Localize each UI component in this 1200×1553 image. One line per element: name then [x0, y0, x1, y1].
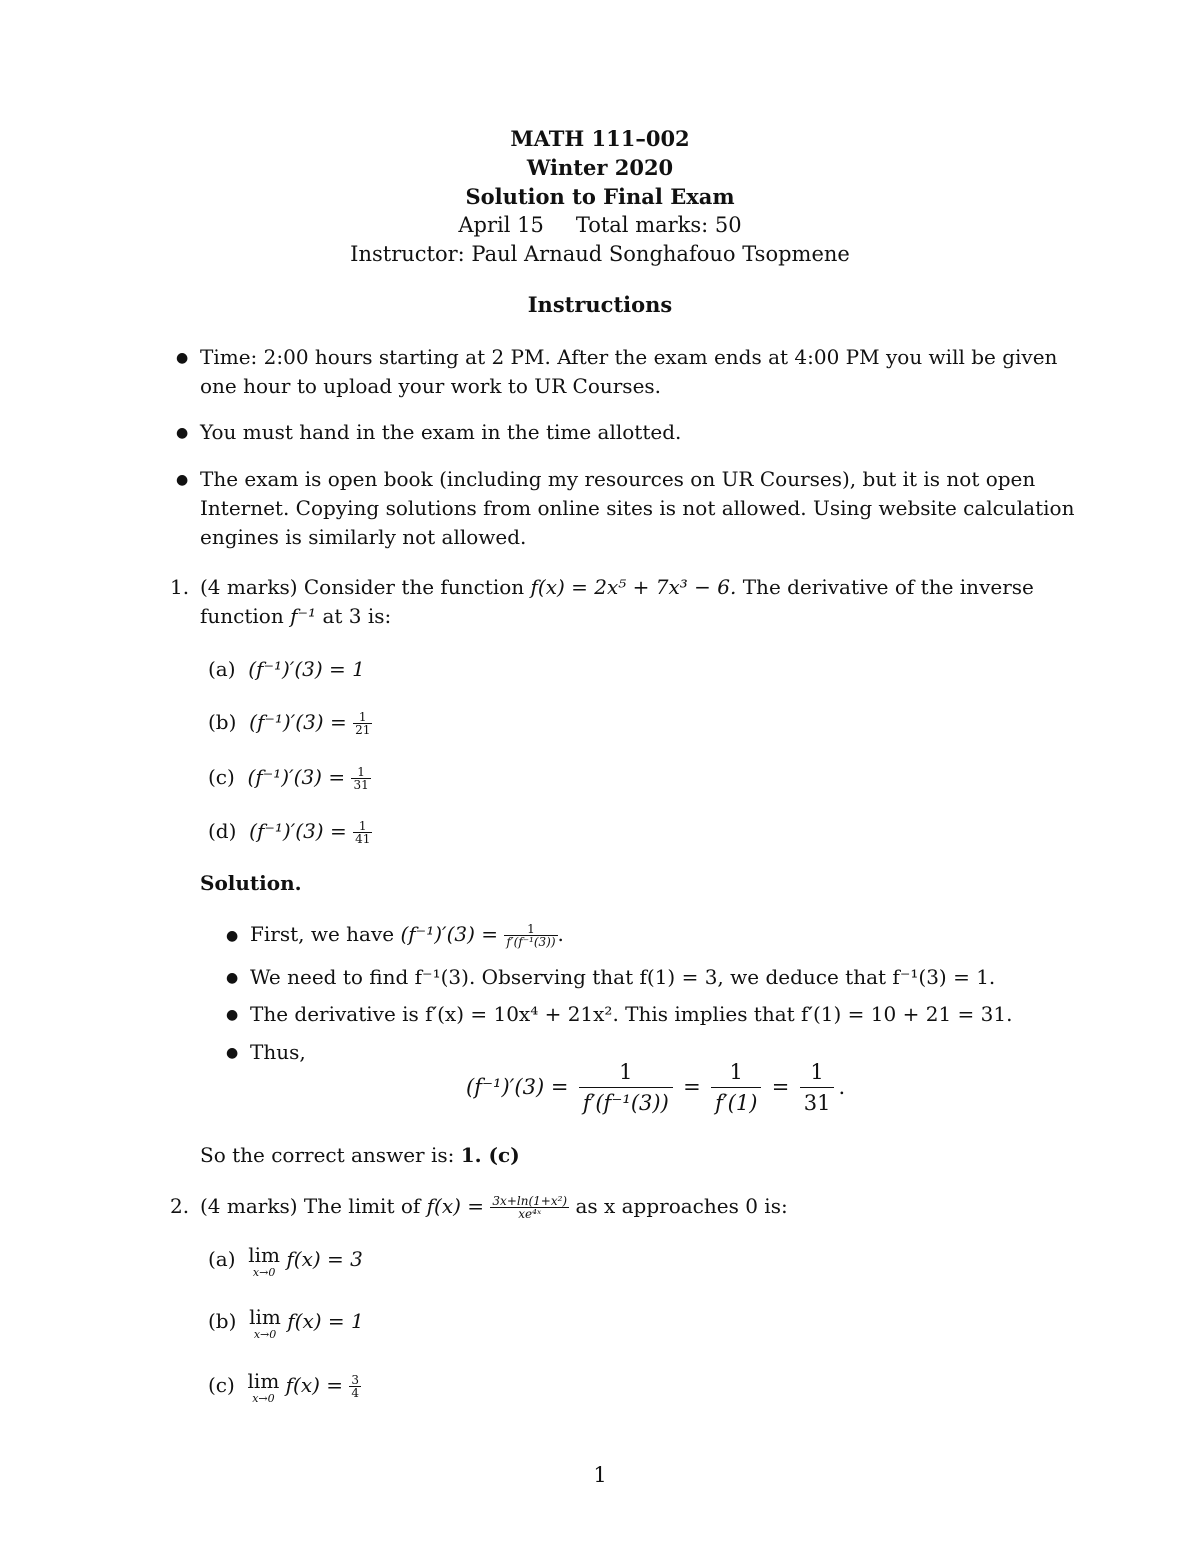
date-and-marks [0, 213, 1200, 237]
solution-step-4: Thus, [250, 1040, 306, 1064]
q2-option-b: (b) lim x→0 f(x) = 1 [208, 1305, 364, 1341]
course-code: MATH 111–002 [510, 126, 690, 151]
limit: lim x→0 [247, 1369, 280, 1405]
limit: lim x→0 [248, 1243, 281, 1279]
q1-option-a: (a) (f⁻¹)′(3) = 1 [208, 657, 365, 681]
question-1-line-2: function f⁻¹ at 3 is: [200, 604, 392, 628]
bullet-icon: ● [176, 425, 189, 441]
bullet-icon: ● [176, 350, 189, 366]
instruction-3-line-2: Internet. Copying solutions from online sites is not allowed. Using website calculation [200, 496, 1075, 520]
q1-option-d: (d) (f⁻¹)′(3) = $\frac{1}{41}$ [208, 819, 371, 846]
fraction: $\frac{\text{3x+ln(1+x²)}}{\text{xe⁴ˣ}}$ [492, 1194, 568, 1221]
limit: lim x→0 [249, 1305, 281, 1341]
question-1-line-1: (4 marks) Consider the function f(x) = 2x⁵ + 7x³ − 6. The derivative of the inverse [200, 575, 1034, 599]
fraction: $\frac{1}{31}$ [353, 765, 369, 792]
solution-step-2: We need to find f⁻¹(3). Observing that f(1) = 3, we deduce that f⁻¹(3) = 1. [250, 965, 996, 989]
solution-heading: Solution. [200, 871, 302, 895]
instruction-2-line-1: You must hand in the exam in the time allotted. [200, 420, 682, 444]
fraction: $\frac{1}{\text{f′(f⁻¹(3))}}$ [506, 922, 556, 949]
instruction-3-line-3: engines is similarly not allowed. [200, 525, 527, 549]
q2-option-a: (a) lim x→0 f(x) = 3 [208, 1243, 363, 1279]
fraction: $\frac{1}{31}$ [800, 1060, 835, 1115]
q1-option-c: (c) (f⁻¹)′(3) = $\frac{1}{31}$ [208, 765, 369, 792]
q1-function: f(x) = 2x⁵ + 7x³ − 6. [530, 575, 737, 599]
fraction: $\frac{1}{f'(1)}$ [711, 1060, 761, 1115]
fraction: $\frac{1}{\text{f′(f⁻¹(3))}}$ [579, 1060, 673, 1115]
question-2-number: 2. [170, 1194, 190, 1218]
instruction-1-line-2: one hour to upload your work to UR Courses. [200, 374, 662, 398]
exam-title: Solution to Final Exam [465, 184, 735, 209]
answer-value: 1. (c) [460, 1143, 520, 1167]
bullet-icon: ● [226, 928, 239, 944]
bullet-icon: ● [226, 1045, 239, 1061]
instructor: Instructor: Paul Arnaud Songhafouo Tsopmene [350, 242, 850, 266]
instruction-3-line-1: The exam is open book (including my resources on UR Courses), but it is not open [200, 467, 1036, 491]
instructions-heading: Instructions [527, 292, 673, 317]
answer-line: So the correct answer is: 1. (c) [200, 1143, 520, 1167]
exam-date: April 15 [458, 213, 544, 237]
page-number: 1 [593, 1463, 607, 1487]
total-marks: Total marks: 50 [575, 213, 742, 237]
bullet-icon: ● [226, 1007, 239, 1023]
question-2-line-1: (4 marks) The limit of f(x) = $\frac{\text{3x+ln(1+x²)}}{\text{xe⁴ˣ}}$ as x approaches 0 is: [200, 1194, 788, 1221]
display-equation: (f⁻¹)′(3) = $\frac{1}{\text{f′(f⁻¹(3))}}$ = $\frac{1}{f'(1)}$ = $\frac{1}{31}$ . [466, 1060, 846, 1116]
instruction-1-line-1: Time: 2:00 hours starting at 2 PM. After the exam ends at 4:00 PM you will be given [200, 345, 1058, 369]
fraction: $\frac{3}{4}$ [351, 1373, 360, 1400]
term: Winter 2020 [526, 155, 674, 180]
fraction: $\frac{1}{41}$ [355, 819, 371, 846]
q1-option-b: (b) (f⁻¹)′(3) = $\frac{1}{21}$ [208, 710, 371, 737]
fraction: $\frac{1}{21}$ [355, 710, 371, 737]
bullet-icon: ● [226, 970, 239, 986]
solution-step-1: First, we have (f⁻¹)′(3) = $\frac{1}{\text{f′(f⁻¹(3))}}$ . [250, 922, 564, 949]
bullet-icon: ● [176, 472, 189, 488]
solution-step-3: The derivative is f′(x) = 10x⁴ + 21x². This implies that f′(1) = 10 + 21 = 31. [250, 1002, 1013, 1026]
question-1-number: 1. [170, 575, 190, 599]
q2-option-c: (c) lim x→0 f(x) = $\frac{3}{4}$ [208, 1369, 360, 1405]
